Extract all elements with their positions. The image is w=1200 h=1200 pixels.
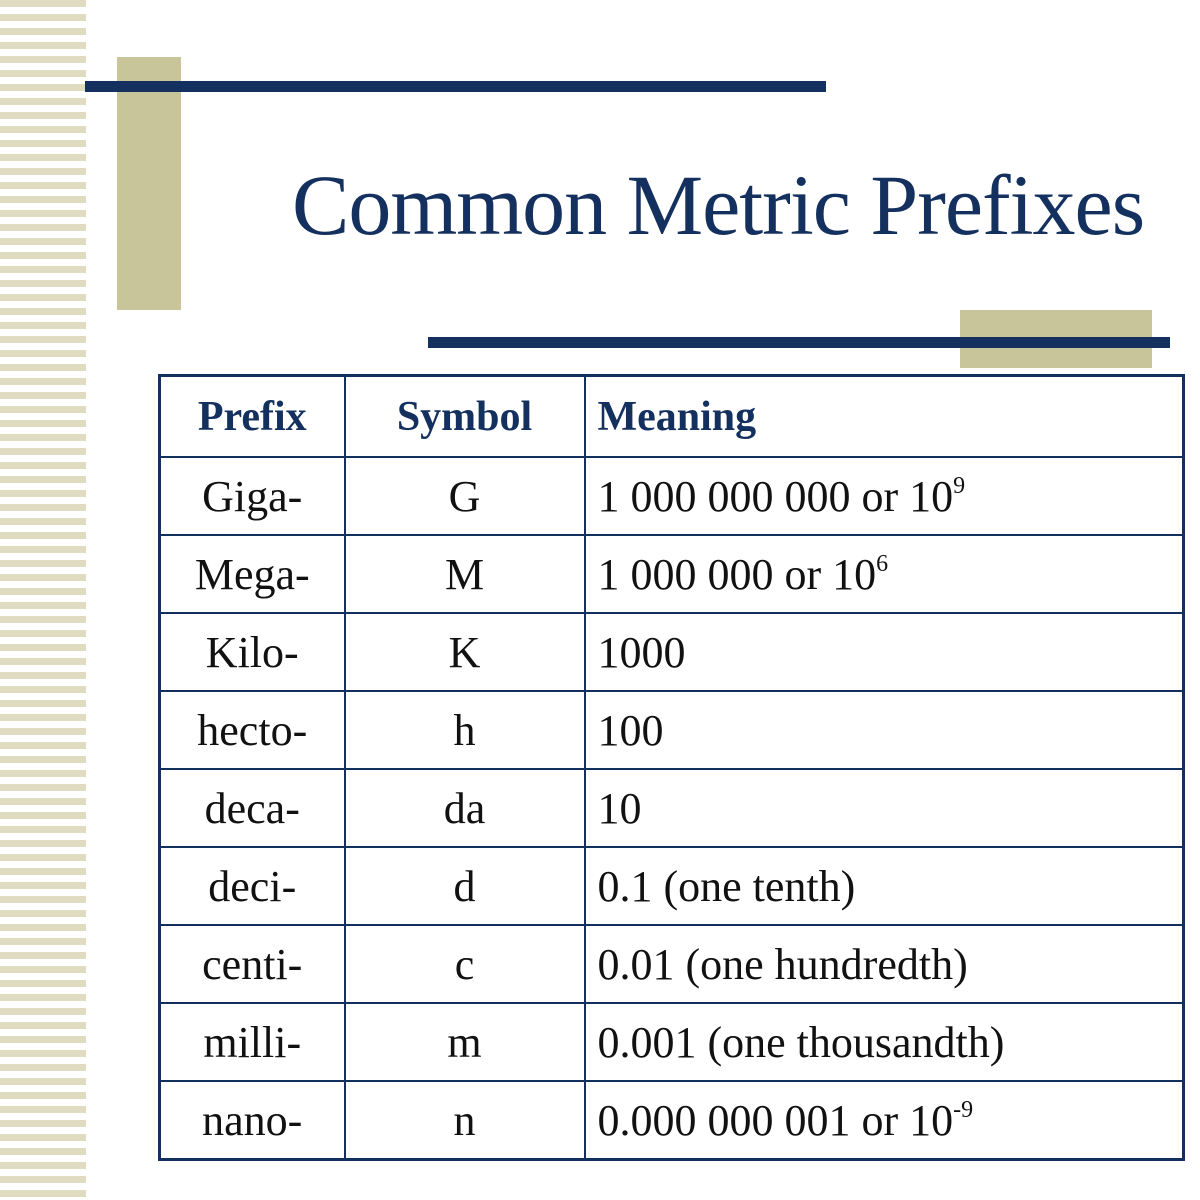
table-row [160,1081,1184,1160]
symbol-cell: da [345,769,585,847]
table-row [160,613,1184,691]
header-prefix: Prefix [160,376,345,458]
header-symbol: Symbol [345,376,585,458]
decorative-stripes [0,0,86,1200]
decorative-tan-bar-vertical [117,57,181,310]
prefix-cell: deci- [160,847,345,925]
table-row [160,769,1184,847]
symbol-cell: m [345,1003,585,1081]
table-header-row [160,376,1184,458]
exponent: 9 [953,472,966,499]
table-row [160,457,1184,535]
prefix-cell: nano- [160,1081,345,1160]
meaning-cell: 10 [585,769,1184,847]
symbol-cell: c [345,925,585,1003]
table-row [160,691,1184,769]
meaning-text: 1 000 000 or 10 [597,549,877,599]
table-row [160,847,1184,925]
exponent: -9 [953,1096,974,1123]
prefix-cell: Kilo- [160,613,345,691]
prefix-cell: Mega- [160,535,345,613]
prefix-cell: milli- [160,1003,345,1081]
decorative-rule-top [85,81,826,92]
table-row [160,925,1184,1003]
meaning-cell [585,535,1184,613]
meaning-text: 0.000 000 001 or 10 [597,1095,954,1145]
meaning-cell [585,457,1184,535]
symbol-cell: M [345,535,585,613]
meaning-cell: 1000 [585,613,1184,691]
meaning-cell: 0.1 (one tenth) [585,847,1184,925]
prefix-cell: centi- [160,925,345,1003]
meaning-cell [585,1081,1184,1160]
prefix-cell: hecto- [160,691,345,769]
meaning-text: 1 000 000 000 or 10 [597,471,954,521]
symbol-cell: G [345,457,585,535]
meaning-cell: 0.01 (one hundredth) [585,925,1184,1003]
meaning-cell: 0.001 (one thousandth) [585,1003,1184,1081]
prefix-cell: Giga- [160,457,345,535]
meaning-cell: 100 [585,691,1184,769]
metric-prefix-table [158,374,1185,1161]
page-title: Common Metric Prefixes [292,157,1145,253]
prefix-cell: deca- [160,769,345,847]
symbol-cell: K [345,613,585,691]
symbol-cell: n [345,1081,585,1160]
exponent: 6 [876,550,889,577]
symbol-cell: d [345,847,585,925]
header-meaning: Meaning [585,376,1184,458]
symbol-cell: h [345,691,585,769]
table-row [160,535,1184,613]
table-row [160,1003,1184,1081]
decorative-rule-middle [428,337,1170,348]
